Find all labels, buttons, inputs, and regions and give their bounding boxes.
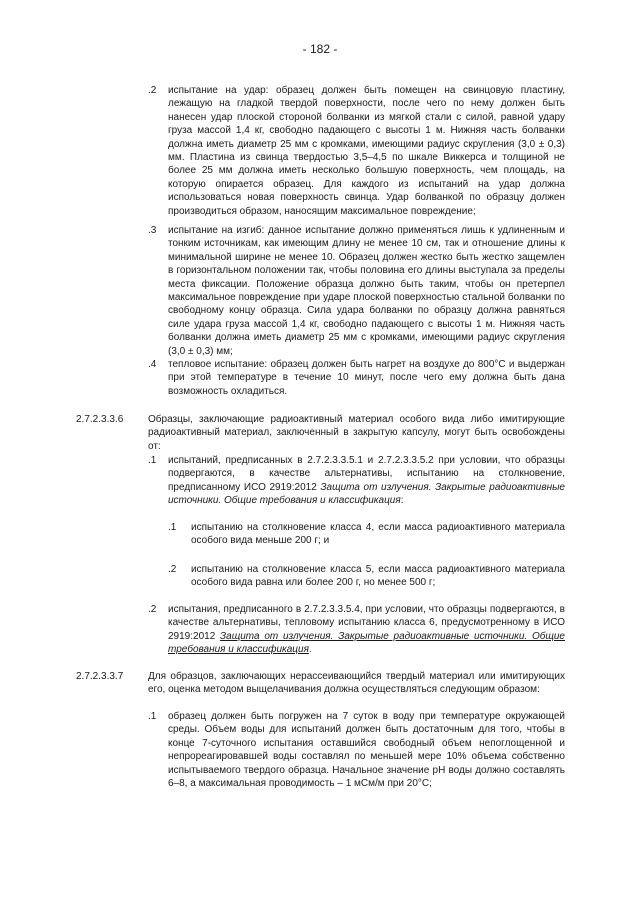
section-6-sub2-text <box>168 603 565 657</box>
section-6-intro-text: Образцы, заключающие радиоактивный материал особого вида либо имитирующие радиоактивный материал, заключенный в закрытую капсулу, могут быть освобождены от: <box>148 414 565 452</box>
section-7-sub1-number: .1 <box>148 711 157 722</box>
item-3-number: .3 <box>148 225 157 236</box>
section-6-sub1-1 <box>191 521 565 548</box>
page-number: - 182 - <box>302 42 338 56</box>
section-6-sub1-2 <box>191 563 565 590</box>
section-6-sub1-iso-title: Защита от излучения. Закрытые радиоактивные источники. Общие требования и классификация <box>168 481 565 507</box>
section-7-intro-text: Для образцов, заключающих нерассеивающийся твердый материал или имитирующих его, оценка методом выщелачивания должна осуществляться следующим образом: <box>148 671 565 696</box>
section-6-intro <box>148 413 565 453</box>
item-2-number: .2 <box>148 85 157 96</box>
section-6-sub1-2-text: испытанию на столкновение класса 5, если масса радиоактивного материала особого вида равна или более 200 г, но менее 500 г; <box>191 564 565 589</box>
item-4-heat-test <box>168 358 565 398</box>
section-6-sub2 <box>168 603 565 657</box>
section-6-sub1-2-number: .2 <box>168 564 177 575</box>
section-6-sub1-body: испытаний, предписанных в 2.7.2.3.3.5.1 и 2.7.2.3.3.5.2 при условии, что образцы подвергаются, в качестве альтернативы, испытанию на столкновение, предписанному ИСО 2919:2012 <box>168 455 565 493</box>
section-7-sub1-text: образец должен быть погружен на 7 суток в воду при температуре окружающей среды. Объем воды для испытаний должен быть достаточным для того, чтобы в конце 7-суточного испытания оставшийся свободный объем непоглощенной и непрореагировавшей воды составлял по меньшей мере 10% объема собственно испытываемого твердого образца. Начальное значение pH воды должно составлять 6–8, а максимальная проводимость – 1 мСм/м при 20°C; <box>168 711 565 790</box>
section-6-sub2-body: испытания, предписанного в 2.7.2.3.3.5.4, при условии, что образцы подвергаются, в качестве альтернативы, тепловому испытанию класса 6, предусмотренному в ИСО 2919:2012 <box>168 604 565 642</box>
section-7-sub1 <box>168 710 565 790</box>
item-2-impact-test <box>168 84 565 218</box>
section-7-intro <box>148 670 565 697</box>
item-4-number: .4 <box>148 359 157 370</box>
section-6-sub2-tail: . <box>308 644 312 656</box>
section-6-sub2-number: .2 <box>148 604 157 615</box>
section-6-sub1-tail: : <box>400 495 404 507</box>
section-7-number: 2.7.2.3.3.7 <box>76 671 124 682</box>
section-6-sub1-text <box>168 454 565 508</box>
item-3-bend-test <box>168 224 565 358</box>
section-6-number: 2.7.2.3.3.6 <box>76 414 124 425</box>
item-4-text: тепловое испытание: образец должен быть нагрет на воздухе до 800°C и выдержан при этой температуре в течение 10 минут, после чего ему должна быть дана возможность охладиться. <box>168 359 565 397</box>
section-6-sub1 <box>168 454 565 508</box>
item-2-text: испытание на удар: образец должен быть помещен на свинцовую пластину, лежащую на гладкой твердой поверхности, после чего по нему должен быть нанесен удар плоской стороной болванки из мягкой стали с силой, равной удару груза массой 1,4 кг, свободно падающего с высоты 1 м. Нижняя часть болванки должна иметь диаметр 25 мм с кромками, имеющими радиус скругления (3,0 ± 0,3) мм. Пластина из свинца твердостью 3,5–4,5 по шкале Виккерса и толщиной не более 25 мм должна иметь несколько большую поверхность, чем площадь, на которую опирается образец. Для каждого из испытаний на удар должна использоваться новая поверхность свинца. Удар болванкой по образцу должен производиться образом, наносящим максимальное повреждение; <box>168 85 565 217</box>
item-3-text: испытание на изгиб: данное испытание должно применяться лишь к удлиненным и тонким источникам, как имеющим длину не менее 10 см, так и отношение длины к минимальной ширине не менее 10. Образец должен жестко быть жестко защемлен в горизонтальном положении так, чтобы половина его длины выступала за пределы места фиксации. Положение образца должно быть таким, чтобы он претерпел максимальное повреждение при ударе плоской поверхностью стальной болванки по свободному концу образца. Сила удара болванки по образцу должна равняться силе удара груза массой 1,4 кг, свободно падающего с высоты 1 м. Нижняя часть болванки должна иметь диаметр 25 мм с кромками, имеющими радиус скругления (3,0 ± 0,3) мм; <box>168 225 565 357</box>
section-6-sub1-1-number: .1 <box>168 522 177 533</box>
section-6-sub2-iso-title: Защита от излучения. Закрытые радиоактивные источники. Общие требования и классификация <box>168 630 565 656</box>
section-6-sub1-number: .1 <box>148 455 157 466</box>
section-6-sub1-1-text: испытанию на столкновение класса 4, если масса радиоактивного материала особого вида меньше 200 г; и <box>191 522 565 547</box>
